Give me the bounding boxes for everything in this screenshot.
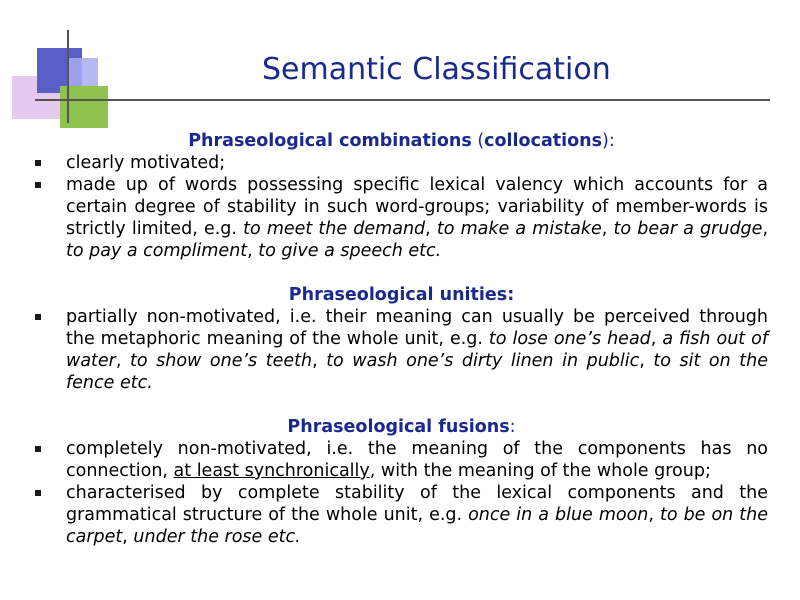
item-text: , with the meaning of the whole group; xyxy=(369,461,711,481)
bullet-list-combinations xyxy=(35,152,768,262)
list-item xyxy=(35,306,768,394)
bullet-icon xyxy=(35,446,41,452)
separator: , xyxy=(650,329,663,349)
separator: , xyxy=(601,219,614,239)
bullet-list-unities xyxy=(35,306,768,394)
section-heading-combinations xyxy=(35,130,768,152)
heading-bold-text: Phraseological fusions xyxy=(287,417,510,437)
example-phrase: to make a mistake xyxy=(436,219,602,239)
bullet-icon xyxy=(35,160,41,166)
heading-plain-text: ): xyxy=(602,131,615,151)
bullet-list-fusions xyxy=(35,438,768,548)
decor-vertical-line xyxy=(67,30,69,123)
list-item xyxy=(35,152,768,174)
item-text: made up of words possessing specific lexical valency which accounts for a certain degree of stability in such word-groups; variability of member-words is strictly limited, e.g. xyxy=(66,175,768,239)
example-phrase: a fish out of water xyxy=(66,329,768,371)
separator: , xyxy=(312,351,327,371)
section-heading-fusions xyxy=(35,416,768,438)
example-phrase: to sit on the fence etc. xyxy=(66,351,768,393)
heading-bold-text: Phraseological combinations xyxy=(188,131,472,151)
bullet-icon xyxy=(35,490,41,496)
example-phrase: to wash one’s dirty linen in public xyxy=(326,351,640,371)
separator: , xyxy=(648,505,660,525)
separator: , xyxy=(762,219,769,239)
example-phrase: under the rose etc. xyxy=(133,527,301,547)
example-phrase: to bear a grudge xyxy=(613,219,763,239)
list-item xyxy=(35,438,768,482)
example-phrase: to pay a compliment xyxy=(66,241,248,261)
bullet-icon xyxy=(35,314,41,320)
heading-plain-text: ( xyxy=(471,131,485,151)
list-item xyxy=(35,174,768,262)
separator: , xyxy=(425,219,437,239)
bullet-icon xyxy=(35,182,41,188)
slide-title: Semantic Classification xyxy=(262,52,611,87)
separator: , xyxy=(247,241,259,261)
item-text: partially non-motivated, i.e. their meaning can usually be perceived through the metaphoric meaning of the whole unit, e.g. xyxy=(66,307,768,349)
example-phrase: to be on the carpet xyxy=(66,505,768,547)
heading-bold-text: collocations xyxy=(484,131,603,151)
separator: , xyxy=(122,527,134,547)
example-phrase: to lose one’s head xyxy=(488,329,651,349)
decor-light-blue-square xyxy=(68,58,98,88)
heading-plain-text: : xyxy=(509,417,516,437)
example-phrase: to give a speech etc. xyxy=(258,241,442,261)
example-phrase: to meet the demand xyxy=(243,219,426,239)
example-phrase: once in a blue moon xyxy=(468,505,649,525)
example-phrase: to show one’s teeth xyxy=(130,351,313,371)
separator: , xyxy=(639,351,654,371)
section-heading-unities: Phraseological unities: xyxy=(288,285,515,305)
item-text: characterised by complete stability of the lexical components and the grammatical structure of the whole unit, e.g. xyxy=(66,483,768,525)
slide-content xyxy=(35,130,768,548)
item-text: clearly motivated; xyxy=(66,153,226,173)
title-underline xyxy=(35,99,770,101)
list-item xyxy=(35,482,768,548)
item-text: completely non-motivated, i.e. the meaning of the components has no connection, xyxy=(66,439,768,481)
separator: , xyxy=(115,351,130,371)
underlined-phrase: at least synchronically xyxy=(173,461,370,481)
